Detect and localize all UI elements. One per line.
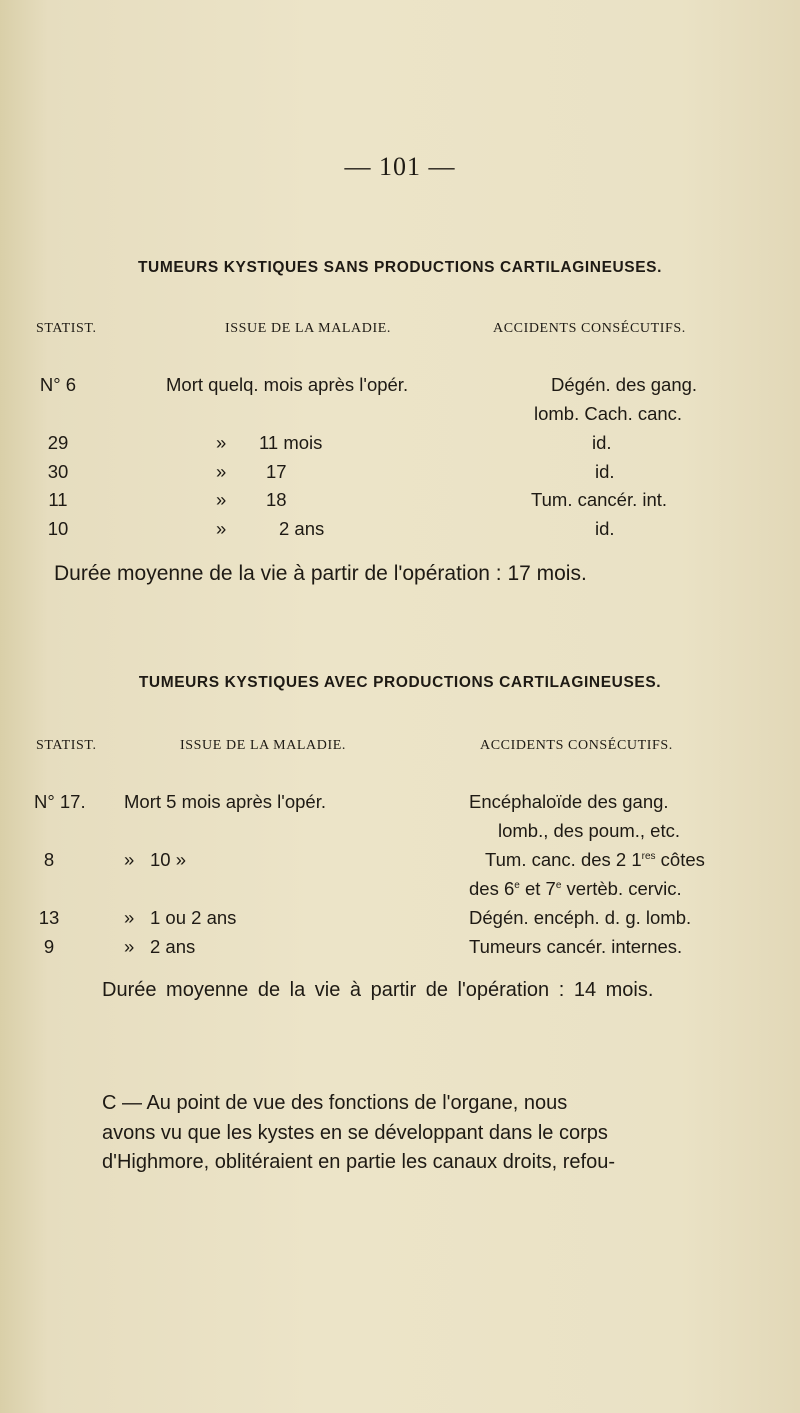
row-accident: Dégén. encéph. d. g. lomb.: [469, 907, 692, 928]
row-accident: Tum. canc. des 2 1res côtes: [485, 849, 705, 870]
column-header-issue: ISSUE DE LA MALADIE.: [225, 321, 391, 336]
row-accident: Encéphaloïde des gang.: [469, 791, 669, 812]
ditto-mark: »: [124, 849, 135, 870]
column-header-statist: STATIST.: [36, 738, 97, 753]
row-accident: id.: [595, 518, 615, 539]
row-accident: id.: [592, 432, 612, 453]
ditto-mark: »: [216, 461, 227, 482]
ditto-mark: »: [216, 432, 227, 453]
section2-title: TUMEURS KYSTIQUES AVEC PRODUCTIONS CARTILAGINEUSES.: [138, 674, 662, 691]
table-row: [0, 432, 800, 456]
row-accident: lomb., des poum., etc.: [498, 820, 681, 841]
row-accident: Tumeurs cancér. internes.: [469, 936, 683, 957]
row-issue: 17: [266, 461, 287, 482]
row-issue: 11 mois: [259, 432, 323, 453]
table-row: [0, 878, 800, 902]
row-accident: Tum. cancér. int.: [531, 489, 668, 510]
row-issue: 1 ou 2 ans: [150, 907, 237, 928]
page-number: — 101 —: [344, 152, 456, 181]
table-row: [0, 849, 800, 873]
ditto-mark: »: [124, 936, 135, 957]
row-issue: 18: [266, 489, 287, 510]
column-header-statist: STATIST.: [36, 321, 97, 336]
ditto-mark: »: [124, 907, 135, 928]
row-number: 8: [43, 849, 55, 870]
table-row: [0, 820, 800, 844]
section1-title: TUMEURS KYSTIQUES SANS PRODUCTIONS CARTILAGINEUSES.: [137, 259, 663, 276]
table-row: [0, 791, 800, 815]
row-issue: Mort 5 mois après l'opér.: [124, 791, 326, 812]
row-issue: 2 ans: [150, 936, 196, 957]
section2-summary: Durée moyenne de la vie à partir de l'opération : 14 mois.: [102, 979, 654, 1001]
row-number: 10: [47, 518, 69, 539]
paragraph-line: C — Au point de vue des fonctions de l'organe, nous: [102, 1092, 568, 1114]
ditto-mark: »: [216, 489, 227, 510]
table-row: [0, 461, 800, 485]
table-row: [0, 518, 800, 542]
row-accident: Dégén. des gang.: [551, 374, 698, 395]
row-number: N° 6: [39, 374, 77, 395]
column-header-accidents: ACCIDENTS CONSÉCUTIFS.: [480, 738, 673, 753]
row-issue: 10 »: [150, 849, 187, 870]
paragraph-line: d'Highmore, oblitéraient en partie les canaux droits, refou-: [102, 1151, 615, 1173]
row-number: 29: [47, 432, 69, 453]
row-number: 13: [38, 907, 60, 928]
section1-summary: Durée moyenne de la vie à partir de l'opération : 17 mois.: [54, 562, 587, 585]
table-row: [0, 374, 800, 398]
row-accident: lomb. Cach. canc.: [534, 403, 683, 424]
row-issue: Mort quelq. mois après l'opér.: [166, 374, 409, 395]
row-number: N° 17.: [34, 791, 86, 812]
column-header-issue: ISSUE DE LA MALADIE.: [180, 738, 346, 753]
ditto-mark: »: [216, 518, 227, 539]
table-row: [0, 403, 800, 427]
table-row: [0, 936, 800, 960]
row-number: 30: [47, 461, 69, 482]
table-row: [0, 489, 800, 513]
paragraph-line: avons vu que les kystes en se développant dans le corps: [102, 1121, 608, 1144]
column-header-accidents: ACCIDENTS CONSÉCUTIFS.: [493, 321, 686, 336]
row-accident: des 6e et 7e vertèb. cervic.: [469, 878, 682, 899]
row-number: 11: [48, 489, 68, 510]
row-issue: 2 ans: [279, 518, 325, 539]
table-row: [0, 907, 800, 931]
row-accident: id.: [595, 461, 615, 482]
body-paragraph: [102, 1089, 712, 1178]
row-number: 9: [43, 936, 55, 957]
